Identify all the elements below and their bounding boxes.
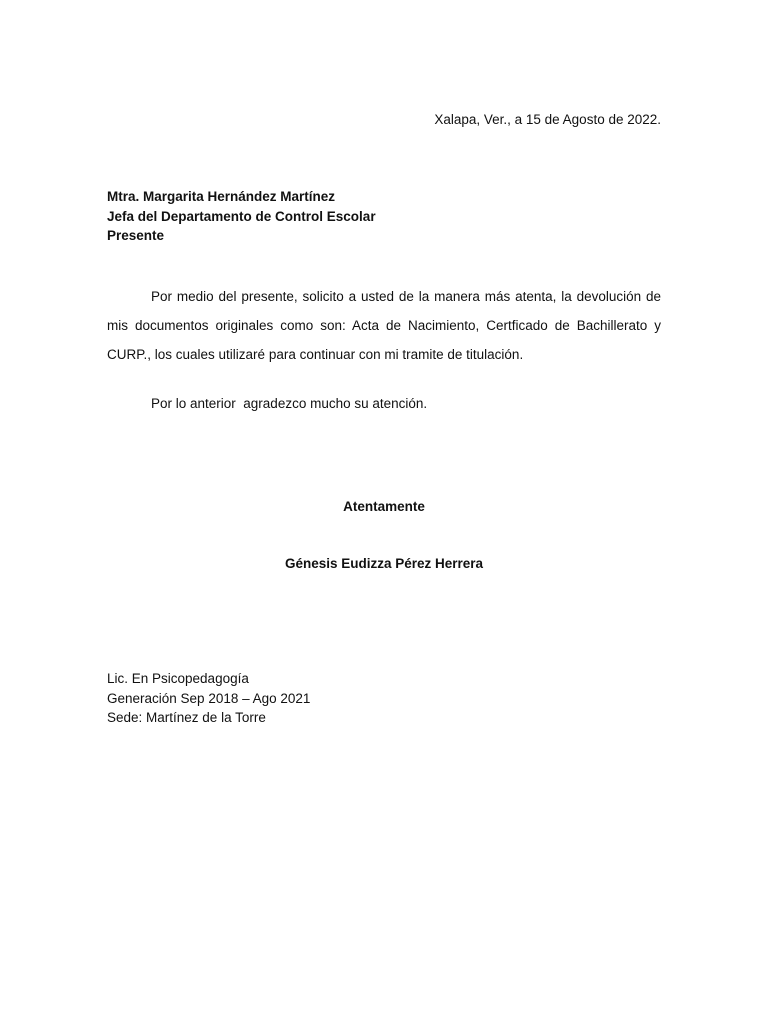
date-line: Xalapa, Ver., a 15 de Agosto de 2022. xyxy=(434,112,661,127)
addressee-greeting: Presente xyxy=(107,228,165,243)
addressee-block xyxy=(107,187,376,246)
signer-name: Génesis Eudizza Pérez Herrera xyxy=(284,556,484,571)
addressee-name: Mtra. Margarita Hernández Martínez xyxy=(107,189,336,204)
footer-generation: Generación Sep 2018 – Ago 2021 xyxy=(107,690,311,706)
salutation: Atentamente xyxy=(343,499,425,514)
footer-block xyxy=(107,669,310,728)
closing-paragraph: Por lo anterior agradezco mucho su atención. xyxy=(151,396,428,411)
footer-campus: Sede: Martínez de la Torre xyxy=(107,710,266,725)
footer-program: Lic. En Psicopedagogía xyxy=(107,671,249,686)
addressee-position: Jefa del Departamento de Control Escolar xyxy=(107,208,376,224)
body-paragraph: Por medio del presente, solicito a usted de la manera más atenta, la devolución de mis documentos originales como son: Acta de Nacimiento, Certficado de Bachillerato y CURP., los cuales utilizaré para continuar con mi tramite de titulación. xyxy=(107,289,661,362)
